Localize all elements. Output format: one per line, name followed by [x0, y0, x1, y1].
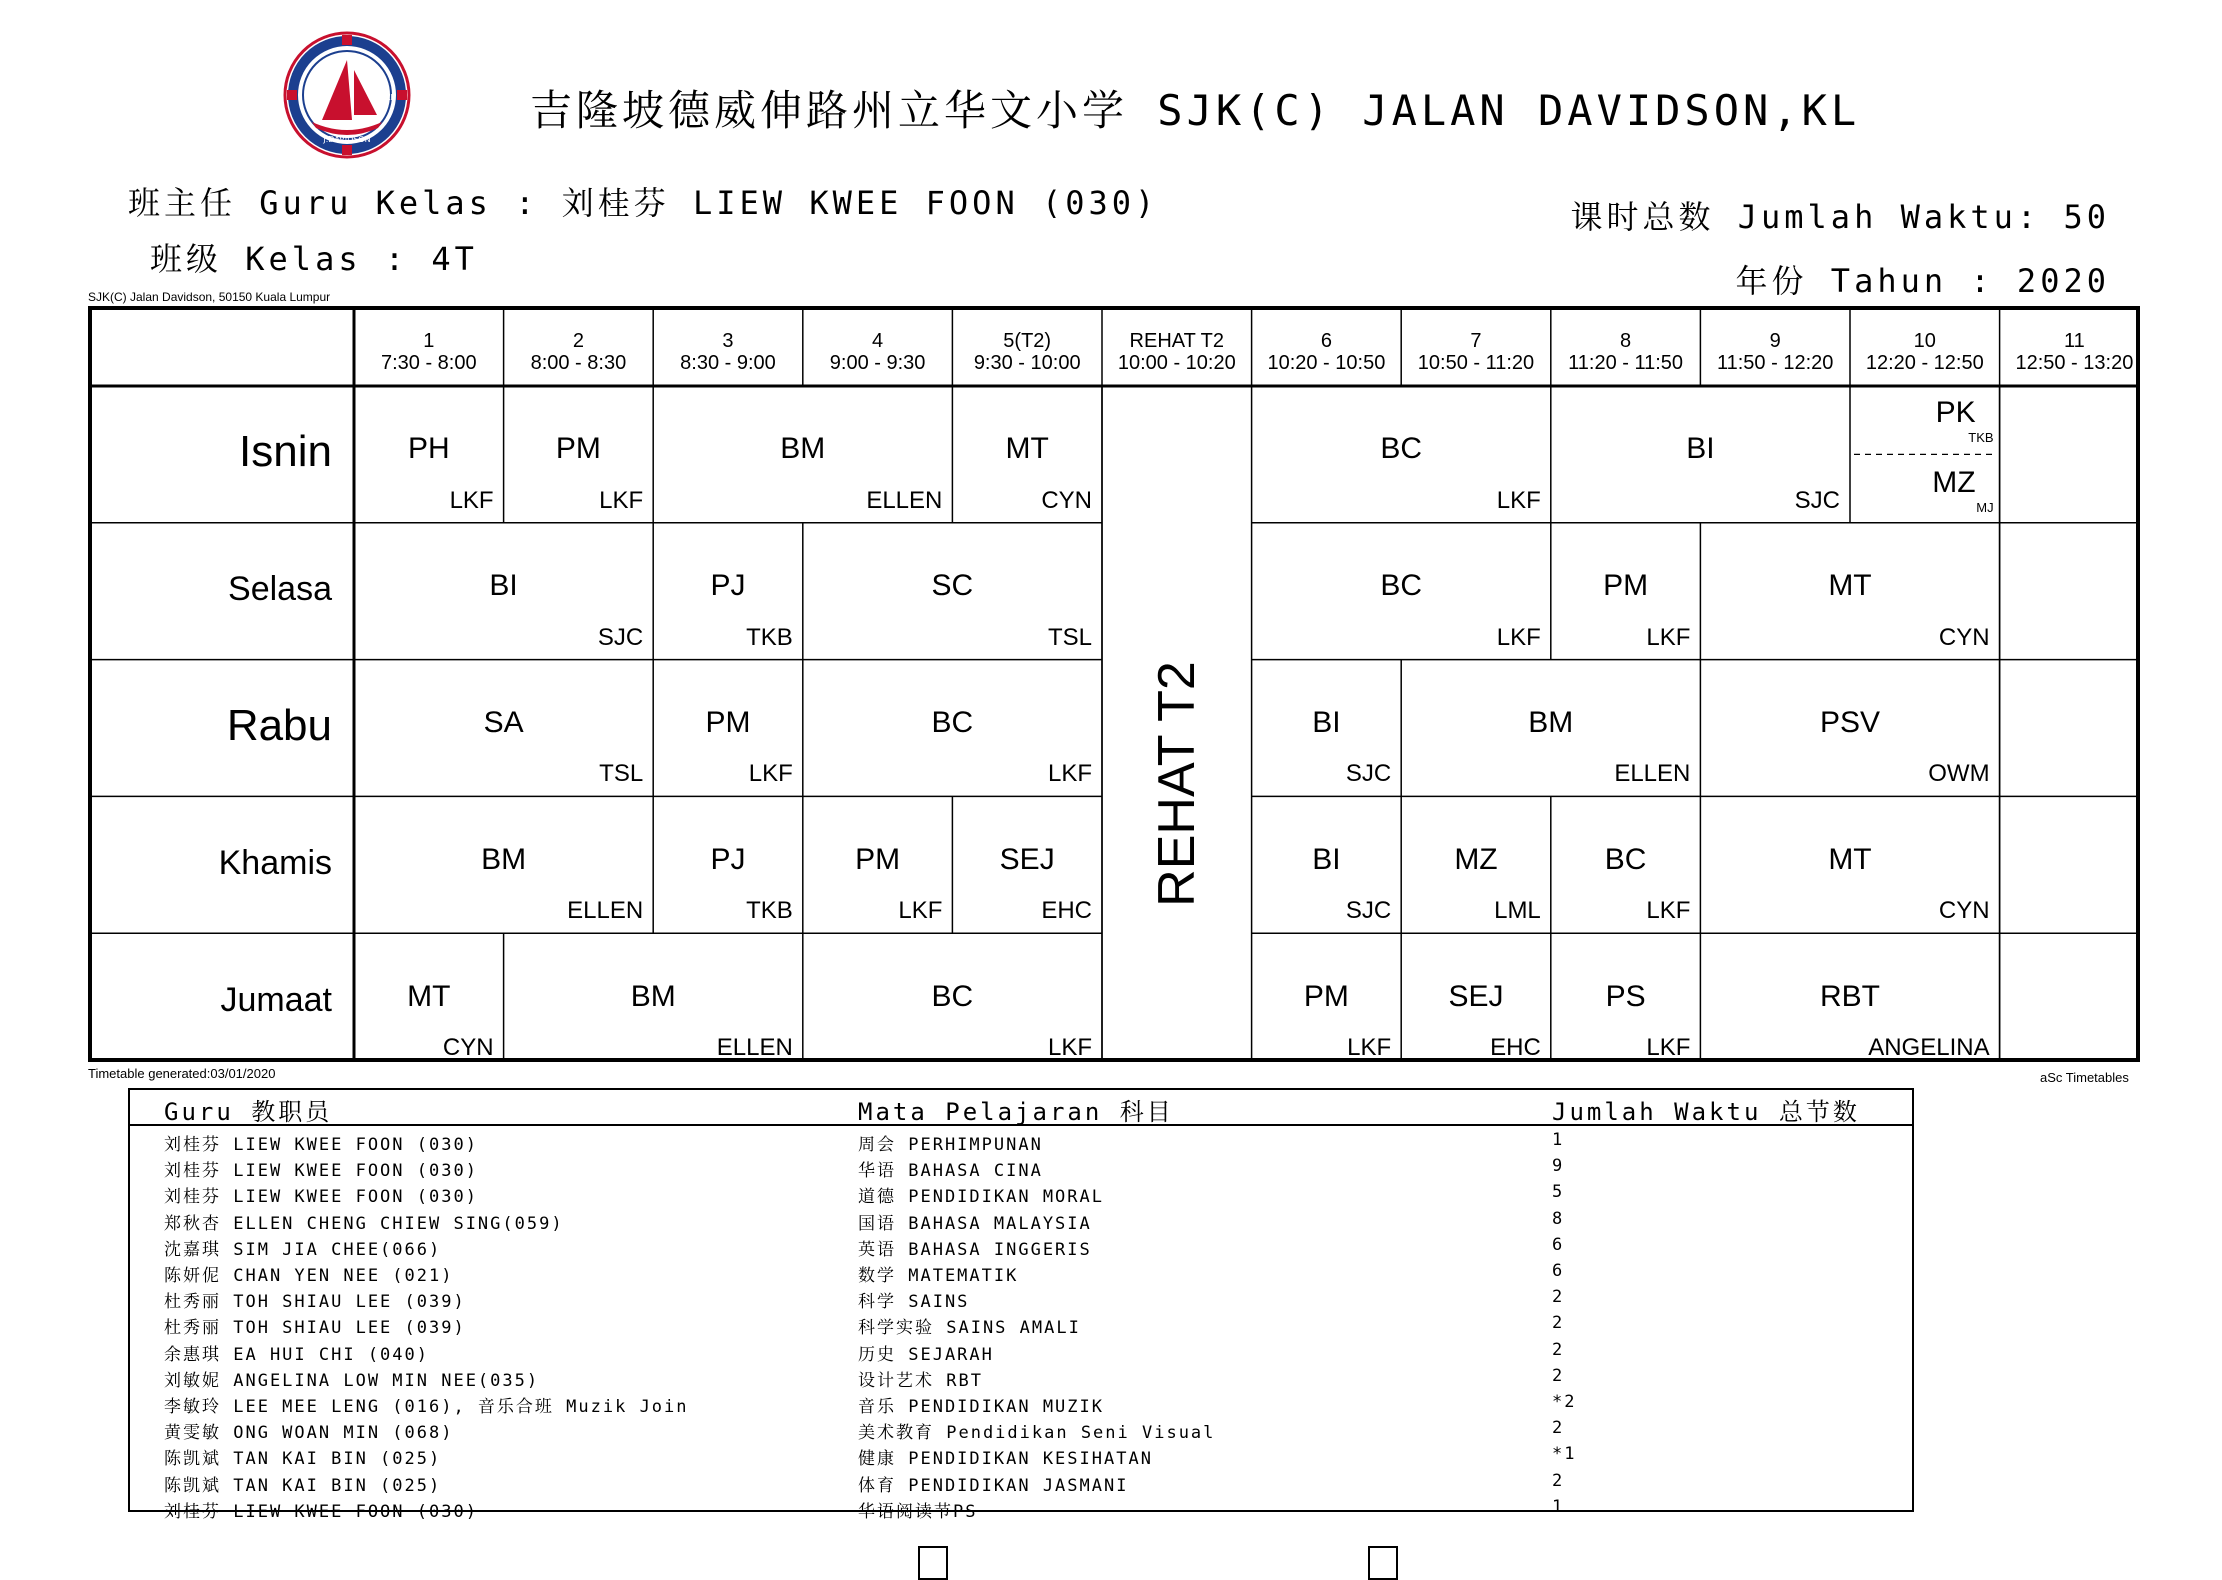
period-time: 8:30 - 9:00: [680, 352, 776, 374]
subject-code: SEJ: [1448, 979, 1504, 1013]
summary-count: 2: [1552, 1313, 1565, 1334]
lesson-cell[interactable]: [1551, 933, 1701, 1070]
teacher-code: SJC: [1794, 486, 1840, 514]
subject-code: MZ: [1932, 466, 1976, 499]
subject-code: PK: [1935, 396, 1976, 429]
period-number: 3: [722, 330, 734, 352]
subject-code: PSV: [1819, 705, 1880, 739]
lesson-cell[interactable]: [653, 386, 952, 523]
summary-teacher: 杜秀丽 TOH SHIAU LEE (039): [164, 1292, 466, 1313]
period-header: [653, 330, 803, 374]
teacher-code: LKF: [748, 760, 793, 788]
teacher-code: LKF: [449, 486, 494, 514]
summary-row: [130, 1285, 1912, 1311]
period-time: 11:20 - 11:50: [1568, 352, 1684, 374]
summary-count: 6: [1552, 1261, 1565, 1281]
summary-count: 1: [1552, 1130, 1565, 1150]
lesson-cell[interactable]: [1700, 523, 1999, 660]
summary-subject: 数学 MATEMATIK: [858, 1266, 1019, 1286]
period-time: 12:50 - 13:20: [2015, 352, 2134, 374]
summary-teacher: 陈凯斌 TAN KAI BIN (025): [164, 1475, 442, 1496]
subject-code: PM: [855, 842, 901, 876]
lesson-cell[interactable]: [354, 386, 504, 523]
teacher-code: LKF: [1496, 623, 1541, 651]
period-time: 9:30 - 10:00: [973, 352, 1081, 374]
summary-count: 6: [1552, 1234, 1565, 1255]
subject-code: PH: [407, 432, 450, 466]
period-header: [952, 330, 1102, 374]
summary-subject: 美术教育 Pendidikan Seni Visual: [858, 1423, 1216, 1444]
school-title: 吉隆坡德威伸路州立华文小学 SJK(C) JALAN DAVIDSON,KL: [530, 86, 1861, 135]
lesson-cell[interactable]: [1252, 523, 1551, 660]
subject-code: BC: [1380, 569, 1423, 603]
lesson-cell[interactable]: [1850, 386, 2000, 523]
lesson-cell[interactable]: [1252, 386, 1551, 523]
period-number: 4: [872, 330, 884, 352]
teacher-code: TKB: [746, 897, 793, 925]
lesson-cell[interactable]: [653, 523, 803, 660]
generated-date: Timetable generated:03/01/2020: [88, 1066, 276, 1081]
teacher-code: ELLEN: [1614, 760, 1691, 788]
teacher-code: TSL: [1047, 623, 1092, 651]
period-time: 10:50 - 11:20: [1417, 352, 1535, 374]
summary-row: [130, 1442, 1912, 1468]
subject-code: BI: [1312, 705, 1341, 739]
checkbox[interactable]: [1368, 1546, 1398, 1580]
summary-teacher: 郑秋杏 ELLEN CHENG CHIEW SING(059): [164, 1213, 564, 1234]
subject-code: BM: [780, 432, 826, 466]
subject-code: SEJ: [999, 842, 1055, 876]
subject-code: SC: [931, 569, 974, 603]
summary-subject: 体育 PENDIDIKAN JASMANI: [858, 1475, 1129, 1496]
lesson-cell[interactable]: [1401, 796, 1551, 933]
summary-teacher: 杜秀丽 TOH SHIAU LEE (039): [164, 1318, 466, 1339]
summary-subject: 周会 PERHIMPUNAN: [858, 1135, 1043, 1155]
subject-code: PM: [1303, 979, 1349, 1013]
period-header: [1700, 330, 1850, 374]
lesson-cell[interactable]: [803, 796, 953, 933]
lesson-cell[interactable]: [1551, 386, 1850, 523]
svg-text:J.DAVIDSON: J.DAVIDSON: [323, 135, 371, 144]
summary-count: 5: [1552, 1182, 1565, 1203]
subject-code: BI: [1686, 432, 1715, 466]
teacher-code: ELLEN: [866, 486, 943, 514]
lesson-cell[interactable]: [1700, 660, 1999, 797]
period-time: 11:50 - 12:20: [1716, 352, 1834, 374]
period-number: 7: [1470, 330, 1482, 352]
timetable-grid: [88, 306, 2140, 1062]
teacher-code: CYN: [1041, 486, 1092, 514]
lesson-cell[interactable]: [952, 386, 1102, 523]
period-time: 7:30 - 8:00: [380, 352, 477, 374]
period-time: 10:00 - 10:20: [1117, 352, 1236, 374]
period-header: [1252, 330, 1402, 374]
day-label: Isnin: [239, 427, 332, 477]
subject-code: RBT: [1819, 979, 1880, 1013]
lesson-cell[interactable]: [1700, 933, 1999, 1070]
summary-row: [130, 1128, 1912, 1154]
summary-count: 2: [1552, 1365, 1565, 1386]
lesson-cell[interactable]: [354, 933, 504, 1070]
teacher-code: ELLEN: [567, 897, 644, 925]
summary-subject: 科学 SAINS: [858, 1292, 970, 1313]
teacher-code: LKF: [1347, 1033, 1392, 1061]
summary-header-subject: Mata Pelajaran 科目: [858, 1098, 1174, 1126]
subject-code: BM: [1528, 705, 1574, 739]
teacher-code: LKF: [599, 486, 644, 514]
summary-header-count: Jumlah Waktu 总节数: [1552, 1098, 1860, 1126]
period-number: 5(T2): [1003, 330, 1052, 352]
teacher-code: MJ: [1976, 500, 1994, 515]
subject-code: MT: [1828, 569, 1872, 603]
summary-count: *1: [1552, 1444, 1577, 1465]
summary-subject: 英语 BAHASA INGGERIS: [858, 1239, 1092, 1260]
lesson-cell[interactable]: [1252, 796, 1402, 933]
teacher-code: LKF: [1496, 486, 1541, 514]
subject-code: PM: [555, 432, 601, 466]
teacher-code: LKF: [1646, 897, 1691, 925]
summary-count: 2: [1552, 1339, 1565, 1360]
summary-row: [130, 1495, 1912, 1521]
teacher-code: TKB: [746, 623, 793, 651]
teacher-code: CYN: [442, 1033, 494, 1061]
summary-subject: 音乐 PENDIDIKAN MUZIK: [858, 1397, 1104, 1417]
teacher-code: LML: [1494, 897, 1541, 925]
lesson-cell[interactable]: [1252, 933, 1402, 1070]
summary-subject: 华语 BAHASA CINA: [858, 1161, 1043, 1182]
period-number: 6: [1320, 330, 1332, 352]
checkbox[interactable]: [918, 1546, 948, 1580]
summary-row: [130, 1390, 1912, 1416]
teacher-code: ANGELINA: [1868, 1033, 1990, 1061]
period-number: 8: [1620, 330, 1632, 352]
teacher-code: LKF: [1047, 1033, 1092, 1061]
teacher-code: LKF: [1047, 760, 1092, 788]
teacher-code: LKF: [1646, 623, 1691, 651]
summary-subject: 历史 SEJARAH: [858, 1344, 994, 1365]
period-time: 12:20 - 12:50: [1865, 352, 1984, 374]
period-number: 10: [1913, 330, 1936, 352]
teacher-code: CYN: [1938, 623, 1990, 651]
summary-teacher: 余惠琪 EA HUI CHI (040): [164, 1344, 429, 1365]
summary-row: [130, 1469, 1912, 1495]
day-label: Rabu: [226, 700, 332, 750]
period-time: 10:20 - 10:50: [1267, 352, 1386, 374]
summary-teacher: 刘桂芬 LIEW KWEE FOON (030): [164, 1501, 478, 1522]
break-label: REHAT T2: [1147, 661, 1206, 907]
teacher-code: EHC: [1041, 897, 1092, 925]
lesson-cell[interactable]: [1252, 660, 1402, 797]
summary-teacher: 陈凯斌 TAN KAI BIN (025): [164, 1449, 442, 1470]
summary-teacher: 沈嘉琪 SIM JIA CHEE(066): [164, 1239, 442, 1260]
summary-count: 2: [1552, 1470, 1565, 1491]
subject-code: MT: [1005, 432, 1049, 466]
teacher-code: OWM: [1928, 760, 1990, 788]
lesson-cell[interactable]: [803, 523, 1102, 660]
period-number: REHAT T2: [1129, 330, 1225, 352]
lesson-cell[interactable]: [1401, 660, 1700, 797]
period-header: [354, 330, 504, 374]
period-number: 2: [572, 330, 584, 352]
period-header: [1401, 330, 1551, 374]
summary-row: [130, 1338, 1912, 1364]
summary-header-teacher: Guru 教职员: [164, 1098, 333, 1126]
summary-count: 2: [1552, 1418, 1565, 1439]
period-header: [1102, 330, 1252, 374]
summary-row: [130, 1207, 1912, 1233]
period-number: 1: [423, 330, 435, 352]
total-periods: 课时总数 Jumlah Waktu: 50: [1570, 198, 2110, 236]
lesson-cell[interactable]: [354, 796, 653, 933]
lesson-cell[interactable]: [1401, 933, 1551, 1070]
svg-text:KL: KL: [385, 93, 395, 102]
class-name: 班级 Kelas : 4T: [150, 240, 478, 278]
period-header: [1551, 330, 1701, 374]
teacher-code: LKF: [1646, 1033, 1691, 1061]
period-number: 11: [2064, 330, 2085, 352]
subject-code: PM: [1603, 569, 1649, 603]
summary-row: [130, 1233, 1912, 1259]
lesson-cell[interactable]: [803, 660, 1102, 797]
lesson-cell[interactable]: [504, 933, 803, 1070]
teacher-code: TKB: [1968, 430, 1994, 445]
summary-subject: 设计艺术 RBT: [858, 1370, 983, 1391]
summary-teacher: 刘敏妮 ANGELINA LOW MIN NEE(035): [164, 1370, 540, 1391]
period-header: [2000, 330, 2150, 374]
summary-row: [130, 1311, 1912, 1337]
teacher-code: CYN: [1938, 897, 1990, 925]
summary-subject: 科学实验 SAINS AMALI: [858, 1318, 1081, 1339]
school-logo: [282, 30, 412, 160]
teacher-code: SJC: [597, 623, 644, 651]
lesson-cell[interactable]: [504, 386, 654, 523]
subject-code: MT: [1828, 842, 1872, 876]
school-address: SJK(C) Jalan Davidson, 50150 Kuala Lumpur: [88, 290, 331, 304]
subject-code: MZ: [1454, 842, 1498, 876]
teacher-code: LKF: [898, 897, 943, 925]
summary-teacher: 刘桂芬 LIEW KWEE FOON (030): [164, 1161, 478, 1182]
summary-teacher: 刘桂芬 LIEW KWEE FOON (030): [164, 1187, 478, 1208]
lesson-cell[interactable]: [653, 660, 803, 797]
summary-count: 8: [1552, 1208, 1565, 1229]
subject-code: PS: [1605, 979, 1646, 1013]
summary-subject: 道德 PENDIDIKAN MORAL: [858, 1187, 1104, 1208]
day-label: Khamis: [218, 843, 332, 882]
period-time: 8:00 - 8:30: [530, 352, 627, 374]
period-header: [504, 330, 654, 374]
subject-code: BI: [1312, 842, 1341, 876]
summary-teacher: 陈妍伲 CHAN YEN NEE (021): [164, 1266, 454, 1286]
subject-code: BM: [630, 979, 676, 1013]
subject-code: BC: [1604, 842, 1647, 876]
teacher-code: SJC: [1345, 897, 1392, 925]
lesson-cell[interactable]: [653, 796, 803, 933]
summary-header-divider: [130, 1124, 1912, 1126]
lesson-cell[interactable]: [952, 796, 1102, 933]
subject-code: BI: [489, 569, 518, 603]
day-label: Jumaat: [220, 980, 332, 1019]
subject-code: BC: [931, 705, 974, 739]
teacher-code: ELLEN: [716, 1033, 793, 1061]
day-label: Selasa: [228, 570, 332, 609]
summary-row: [130, 1180, 1912, 1206]
subject-code: PM: [705, 705, 751, 739]
summary-teacher: 李敏玲 LEE MEE LENG (016), 音乐合班 Muzik Join: [164, 1397, 689, 1417]
summary-count: 1: [1552, 1496, 1565, 1517]
lesson-cell[interactable]: [354, 660, 653, 797]
summary-row: [130, 1364, 1912, 1390]
summary-count: 9: [1552, 1156, 1565, 1177]
lesson-cell[interactable]: [354, 523, 653, 660]
subject-code: BM: [481, 842, 527, 876]
summary-row: [130, 1416, 1912, 1442]
summary-count: *2: [1552, 1392, 1577, 1412]
summary-subject: 健康 PENDIDIKAN KESIHATAN: [858, 1449, 1153, 1470]
summary-count: 2: [1552, 1287, 1565, 1308]
subject-code: PJ: [710, 842, 746, 876]
year: 年份 Tahun : 2020: [1735, 262, 2110, 300]
lesson-cell[interactable]: [1700, 796, 1999, 933]
period-header: [1850, 330, 2000, 374]
lesson-cell[interactable]: [1551, 796, 1701, 933]
period-header: [803, 330, 953, 374]
summary-table: [128, 1088, 1914, 1522]
class-teacher: 班主任 Guru Kelas : 刘桂芬 LIEW KWEE FOON (030): [128, 184, 1159, 222]
summary-subject: 国语 BAHASA MALAYSIA: [858, 1213, 1092, 1234]
subject-code: MT: [407, 979, 451, 1013]
period-time: 9:00 - 9:30: [829, 352, 926, 374]
lesson-cell[interactable]: [1551, 523, 1701, 660]
period-number: 9: [1769, 330, 1781, 352]
summary-row: [130, 1154, 1912, 1180]
summary-teacher: 刘桂芬 LIEW KWEE FOON (030): [164, 1135, 478, 1155]
subject-code: SA: [483, 705, 524, 739]
subject-code: PJ: [710, 569, 746, 603]
teacher-code: TSL: [599, 760, 644, 788]
summary-teacher: 黄雯敏 ONG WOAN MIN (068): [164, 1423, 454, 1444]
summary-row: [130, 1259, 1912, 1285]
teacher-code: EHC: [1490, 1033, 1541, 1061]
summary-subject: 华语阅读节PS: [858, 1501, 978, 1522]
subject-code: BC: [931, 979, 974, 1013]
subject-code: BC: [1380, 432, 1423, 466]
lesson-cell[interactable]: [803, 933, 1102, 1070]
software-credit: aSc Timetables: [2040, 1070, 2129, 1085]
teacher-code: SJC: [1345, 760, 1392, 788]
